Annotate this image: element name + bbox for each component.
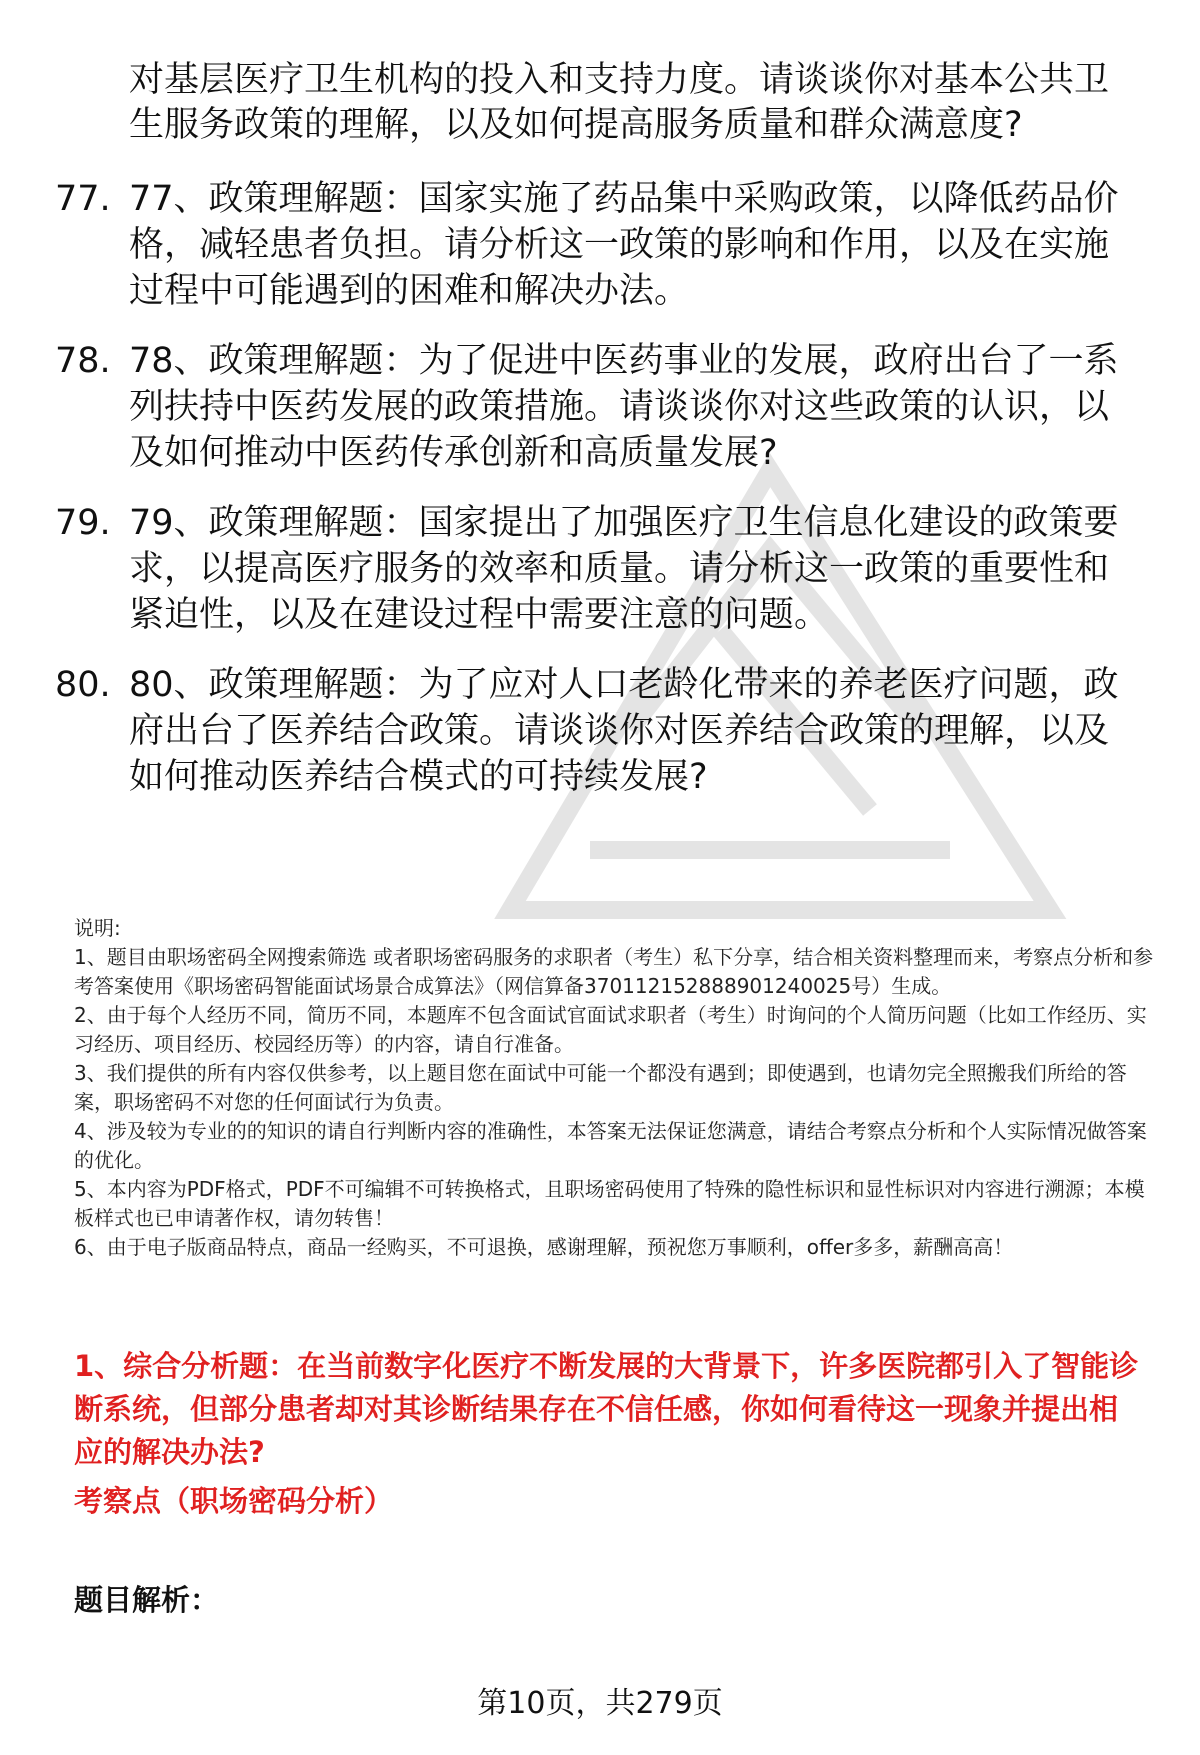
question-number: 80. bbox=[55, 665, 111, 705]
note-item: 2、由于每个人经历不同，简历不同，本题库不包含面试官面试求职者（考生）时询问的个人简历问题（比如工作经历、实习经历、项目经历、校园经历等）的内容，请自行准备。 bbox=[74, 1003, 1147, 1056]
note-item: 3、我们提供的所有内容仅供参考，以上题目您在面试中可能一个都没有遇到；即使遇到，也请勿完全照搬我们所给的答案，职场密码不对您的任何面试行为负责。 bbox=[74, 1061, 1127, 1114]
note-item: 4、涉及较为专业的的知识的请自行判断内容的准确性，本答案无法保证您满意，请结合考察点分析和个人实际情况做答案的优化。 bbox=[74, 1119, 1147, 1172]
notes-section bbox=[74, 914, 1164, 1262]
question-text: 80、政策理解题：为了应对人口老龄化带来的养老医疗问题，政府出台了医养结合政策。请谈谈你对医养结合政策的理解，以及如何推动医养结合模式的可持续发展? bbox=[129, 665, 1119, 797]
key-points-heading: 考察点（职场密码分析） bbox=[74, 1484, 394, 1518]
analysis-heading: 题目解析： bbox=[74, 1583, 220, 1617]
question-number: 77. bbox=[55, 179, 111, 219]
note-item: 5、本内容为PDF格式，PDF不可编辑不可转换格式，且职场密码使用了特殊的隐性标识和显性标识对内容进行溯源；本模板样式也已申请著作权，请勿转售！ bbox=[74, 1177, 1145, 1230]
question-number: 78. bbox=[55, 341, 111, 381]
question-number: 79. bbox=[55, 503, 111, 543]
question-text: 78、政策理解题：为了促进中医药事业的发展，政府出台了一系列扶持中医药发展的政策措施。请谈谈你对这些政策的认识，以及如何推动中医药传承创新和高质量发展? bbox=[129, 341, 1119, 473]
analysis-question: 1、综合分析题：在当前数字化医疗不断发展的大背景下，许多医院都引入了智能诊断系统，但部分患者却对其诊断结果存在不信任感，你如何看待这一现象并提出相应的解决办法? bbox=[74, 1349, 1139, 1469]
notes-title: 说明: bbox=[74, 916, 121, 940]
note-item: 6、由于电子版商品特点，商品一经购买，不可退换，感谢理解，预祝您万事顺利，offer多多，薪酬高高！ bbox=[74, 1235, 1014, 1259]
note-item: 1、题目由职场密码全网搜索筛选 或者职场密码服务的求职者（考生）私下分享，结合相关资料整理而来，考察点分析和参考答案使用《职场密码智能面试场景合成算法》（网信算备370112152888901240025号）生成。 bbox=[74, 945, 1154, 998]
question-text: 77、政策理解题：国家实施了药品集中采购政策，以降低药品价格，减轻患者负担。请分析这一政策的影响和作用，以及在实施过程中可能遇到的困难和解决办法。 bbox=[129, 179, 1119, 311]
page-footer: 第10页，共279页 bbox=[477, 1686, 723, 1721]
question-text: 79、政策理解题：国家提出了加强医疗卫生信息化建设的政策要求，以提高医疗服务的效率和质量。请分析这一政策的重要性和紧迫性，以及在建设过程中需要注意的问题。 bbox=[129, 503, 1119, 635]
previous-question-continuation: 对基层医疗卫生机构的投入和支持力度。请谈谈你对基本公共卫生服务政策的理解，以及如何提高服务质量和群众满意度? bbox=[129, 60, 1110, 145]
